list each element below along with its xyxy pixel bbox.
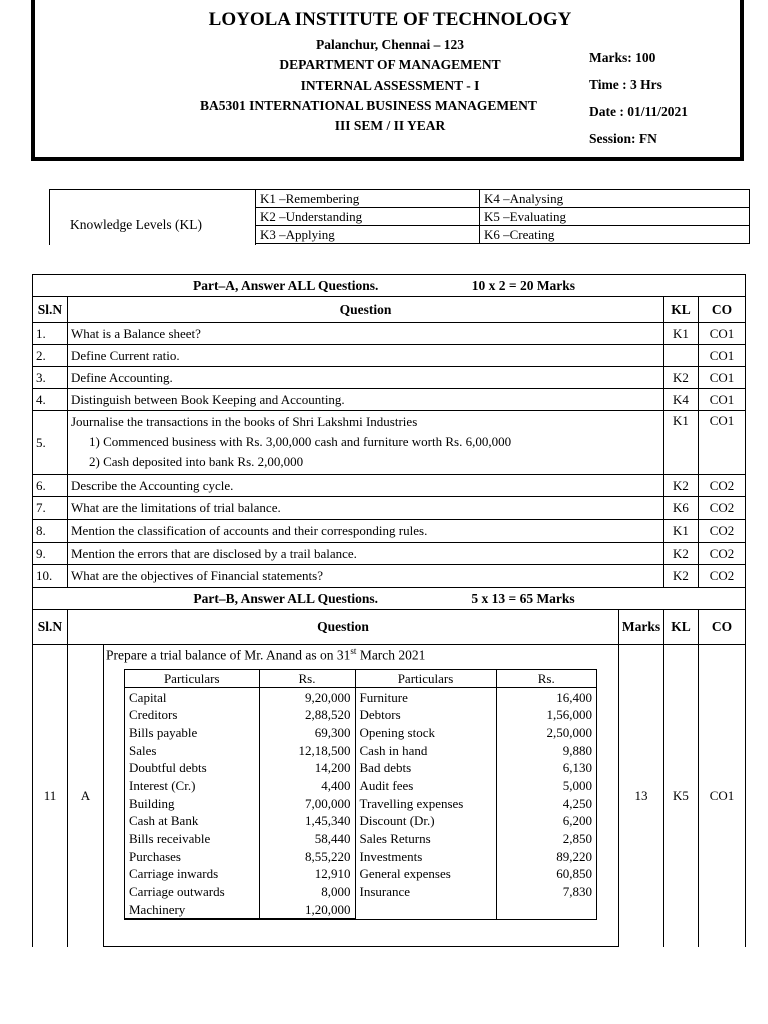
tb-amount: 2,850 <box>496 830 596 848</box>
kl-k5: K5 –Evaluating <box>480 208 750 226</box>
tb-particular: Doubtful debts <box>129 760 207 776</box>
tb-particular: Opening stock <box>355 724 496 742</box>
tb-amount: 12,18,500 <box>259 741 355 759</box>
tb-amount: 14,200 <box>259 759 355 777</box>
duration: Time : 3 Hrs <box>589 77 662 92</box>
department: DEPARTMENT OF MANAGEMENT <box>279 57 501 72</box>
part-b-col-marks: Marks <box>619 610 664 645</box>
tb-amount: 16,400 <box>496 688 596 706</box>
q-co: CO1 <box>699 389 746 411</box>
institute-name: LOYOLA INSTITUTE OF TECHNOLOGY <box>208 9 572 30</box>
part-a-col-co: CO <box>699 297 746 323</box>
q-number: 2. <box>33 345 68 367</box>
part-b-col-co: CO <box>699 610 746 645</box>
table-row <box>33 520 746 543</box>
tb-amount: 4,400 <box>259 777 355 795</box>
q5-sub-2: 2) Cash deposited into bank Rs. 2,00,000 <box>89 454 304 469</box>
part-a-col-kl: KL <box>664 297 699 323</box>
table-row <box>33 565 746 588</box>
q-number: 7. <box>33 497 68 520</box>
q-co: CO2 <box>699 543 746 565</box>
part-a-marks: 10 x 2 = 20 Marks <box>471 277 576 293</box>
q11-text: Prepare a trial balance of Mr. Anand as on 31 <box>106 647 351 663</box>
table-row <box>125 812 596 830</box>
q-text: Describe the Accounting cycle. <box>68 475 664 497</box>
tb-particular: Discount (Dr.) <box>355 812 496 830</box>
table-row <box>33 497 746 520</box>
table-row <box>33 345 746 367</box>
table-row <box>125 794 596 812</box>
q-number: 1. <box>33 323 68 345</box>
max-marks: Marks: 100 <box>589 50 656 65</box>
q11-instruction <box>104 645 618 664</box>
table-row <box>33 389 746 411</box>
kl-k1: K1 –Remembering <box>256 190 480 208</box>
q-text: Mention the errors that are disclosed by a trail balance. <box>68 543 664 565</box>
kl-label: Knowledge Levels (KL) <box>70 217 202 232</box>
table-row <box>33 475 746 497</box>
session: Session: FN <box>589 131 657 146</box>
table-row <box>125 865 596 883</box>
tb-particular <box>355 900 496 918</box>
q-kl: K4 <box>664 389 699 411</box>
part-a-col-sl: Sl.N <box>33 297 68 323</box>
q-kl <box>664 345 699 367</box>
q-kl: K2 <box>664 367 699 389</box>
tb-particular: Sales Returns <box>355 830 496 848</box>
q-kl: K2 <box>664 475 699 497</box>
tb-amount: 6,200 <box>496 812 596 830</box>
table-row <box>125 724 596 742</box>
part-b-col-kl: KL <box>664 610 699 645</box>
table-row <box>125 883 596 901</box>
q5-text: Journalise the transactions in the books of Shri Lakshmi Industries <box>71 414 418 429</box>
table-row <box>125 759 596 777</box>
q11-row <box>33 645 746 947</box>
part-b-col-question: Question <box>68 610 619 645</box>
question-table <box>32 274 746 947</box>
tb-amount: 12,910 <box>259 865 355 883</box>
table-row <box>125 830 596 848</box>
table-row <box>125 706 596 724</box>
tb-amount: 1,45,340 <box>259 812 355 830</box>
kl-label-cell <box>49 189 256 245</box>
q-co: CO1 <box>699 411 746 475</box>
q-kl: K2 <box>664 543 699 565</box>
q11-sub: A <box>68 645 104 947</box>
part-a-col-question: Question <box>68 297 664 323</box>
q-kl: K2 <box>664 565 699 588</box>
tb-particular: Cash at Bank <box>129 813 199 829</box>
table-row <box>33 543 746 565</box>
q-co: CO1 <box>699 323 746 345</box>
tb-particular: Bills payable <box>129 724 198 740</box>
tb-particular: Interest (Cr.) <box>129 777 196 793</box>
tb-head-rs-2: Rs. <box>496 670 596 688</box>
part-b-marks: 5 x 13 = 65 Marks <box>471 590 575 606</box>
table-row <box>125 688 596 706</box>
tb-particular: Insurance <box>355 883 496 901</box>
q-co: CO1 <box>699 367 746 389</box>
table-row <box>33 323 746 345</box>
kl-k3: K3 –Applying <box>256 226 480 244</box>
tb-amount: 9,880 <box>496 741 596 759</box>
tb-amount: 8,55,220 <box>259 847 355 865</box>
q-text: Mention the classification of accounts and their corresponding rules. <box>68 520 664 543</box>
q-co: CO1 <box>699 345 746 367</box>
semester: III SEM / II YEAR <box>334 118 446 133</box>
tb-amount: 5,000 <box>496 777 596 795</box>
tb-amount <box>496 900 596 918</box>
q-number: 10. <box>33 565 68 588</box>
tb-amount: 60,850 <box>496 865 596 883</box>
q11-text-end: March 2021 <box>356 647 426 663</box>
tb-amount: 89,220 <box>496 847 596 865</box>
q-co: CO2 <box>699 565 746 588</box>
tb-amount: 58,440 <box>259 830 355 848</box>
q-kl: K1 <box>664 411 699 475</box>
q-number: 9. <box>33 543 68 565</box>
q-text: What is a Balance sheet? <box>68 323 664 345</box>
q11-content <box>104 645 619 947</box>
exam-date: Date : 01/11/2021 <box>589 104 688 119</box>
tb-particular: Creditors <box>129 707 178 723</box>
q11-text-sup: st <box>350 646 357 656</box>
q-number: 8. <box>33 520 68 543</box>
q11-co: CO1 <box>699 645 746 947</box>
tb-particular: Carriage outwards <box>129 884 225 900</box>
q5-sub-1: 1) Commenced business with Rs. 3,00,000 cash and furniture worth Rs. 6,00,000 <box>89 434 512 449</box>
q-text: Define Current ratio. <box>68 345 664 367</box>
table-row <box>33 367 746 389</box>
assessment: INTERNAL ASSESSMENT - I <box>300 78 480 93</box>
q-kl: K1 <box>664 520 699 543</box>
q-number: 4. <box>33 389 68 411</box>
tb-particular: General expenses <box>355 865 496 883</box>
tb-amount: 6,130 <box>496 759 596 777</box>
knowledge-levels-table <box>255 189 750 244</box>
tb-head-particulars-2: Particulars <box>355 670 496 688</box>
tb-particular: Bills receivable <box>129 831 211 847</box>
q-number: 5. <box>33 411 68 475</box>
tb-particular: Cash in hand <box>355 741 496 759</box>
trial-balance-table <box>125 670 596 920</box>
table-row <box>125 900 596 918</box>
tb-amount: 4,250 <box>496 794 596 812</box>
kl-k2: K2 –Understanding <box>256 208 480 226</box>
tb-particular: Bad debts <box>355 759 496 777</box>
tb-amount: 9,20,000 <box>259 688 355 706</box>
q-text: Distinguish between Book Keeping and Accounting. <box>68 389 664 411</box>
q-number: 6. <box>33 475 68 497</box>
tb-amount: 69,300 <box>259 724 355 742</box>
tb-amount: 1,56,000 <box>496 706 596 724</box>
tb-particular: Travelling expenses <box>355 794 496 812</box>
kl-k4: K4 –Analysing <box>480 190 750 208</box>
q11-number: 11 <box>33 645 68 947</box>
tb-amount: 1,20,000 <box>259 900 355 918</box>
tb-head-rs: Rs. <box>259 670 355 688</box>
table-row <box>125 847 596 865</box>
part-a-title: Part–A, Answer ALL Questions. <box>192 277 379 293</box>
tb-amount: 2,50,000 <box>496 724 596 742</box>
q-text: What are the objectives of Financial statements? <box>68 565 664 588</box>
tb-head-particulars: Particulars <box>125 670 259 688</box>
tb-amount: 2,88,520 <box>259 706 355 724</box>
tb-particular: Investments <box>355 847 496 865</box>
q-text <box>68 411 664 475</box>
q-number: 3. <box>33 367 68 389</box>
q-text: What are the limitations of trial balance. <box>68 497 664 520</box>
address: Palanchur, Chennai – 123 <box>315 37 465 52</box>
tb-particular: Audit fees <box>355 777 496 795</box>
tb-particular: Capital <box>129 689 167 705</box>
part-b-heading <box>33 588 746 610</box>
part-a-heading <box>33 275 746 297</box>
q-co: CO2 <box>699 520 746 543</box>
table-row <box>33 411 746 475</box>
course: BA5301 INTERNATIONAL BUSINESS MANAGEMENT <box>200 98 537 113</box>
q-text: Define Accounting. <box>68 367 664 389</box>
q-co: CO2 <box>699 497 746 520</box>
trial-balance-table-box <box>124 669 597 921</box>
tb-amount: 8,000 <box>259 883 355 901</box>
tb-particular: Sales <box>129 742 157 758</box>
part-b-title: Part–B, Answer ALL Questions. <box>193 590 378 606</box>
tb-particular: Debtors <box>355 706 496 724</box>
q-co: CO2 <box>699 475 746 497</box>
tb-particular: Building <box>129 795 175 811</box>
table-row <box>125 741 596 759</box>
q-kl: K1 <box>664 323 699 345</box>
part-b-col-sl: Sl.N <box>33 610 68 645</box>
kl-k6: K6 –Creating <box>480 226 750 244</box>
tb-particular: Purchases <box>129 848 181 864</box>
q11-kl: K5 <box>664 645 699 947</box>
table-row <box>125 777 596 795</box>
tb-particular: Furniture <box>355 688 496 706</box>
tb-particular: Machinery <box>125 900 259 918</box>
tb-particular: Carriage inwards <box>129 866 219 882</box>
q11-marks: 13 <box>619 645 664 947</box>
tb-amount: 7,830 <box>496 883 596 901</box>
tb-amount: 7,00,000 <box>259 794 355 812</box>
q-kl: K6 <box>664 497 699 520</box>
